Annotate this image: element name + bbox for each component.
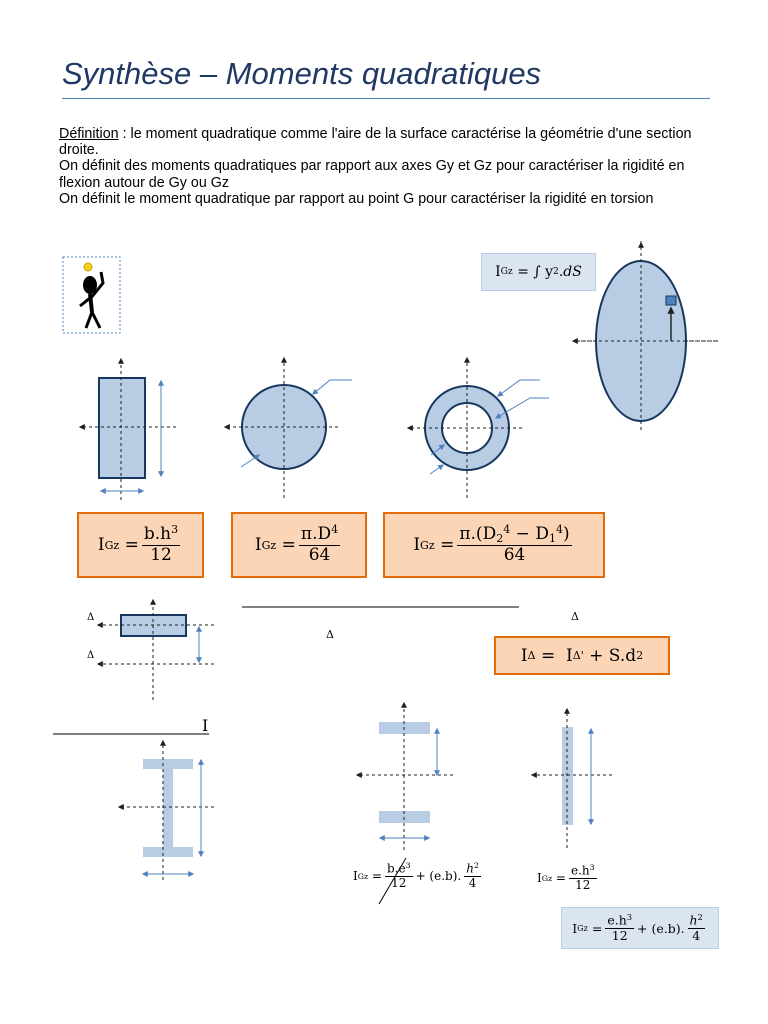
definition-text-1: : le moment quadratique comme l'aire de la surface caractérise la géométrie d'une section droite. xyxy=(59,126,692,159)
integral-formula: I Gz = ∫ y 2 .dS xyxy=(481,253,596,291)
i-marker: I xyxy=(202,716,209,735)
delta-label-mid: Δ xyxy=(326,628,334,641)
definition-label: Définition xyxy=(59,126,119,142)
huygens-diagram xyxy=(98,600,214,700)
huygens-formula: I Δ = I Δ' + S.d 2 xyxy=(494,636,670,675)
rectangle-inertia-formula: I Gz = $\frac{b.h^3}{12}$ xyxy=(77,512,204,578)
delta-label-right: Δ xyxy=(571,610,579,623)
disk-inertia-formula: I Gz = $\frac{\pi.D^4}{64}$ xyxy=(231,512,367,578)
delta-label-bottom: Δ xyxy=(87,650,95,661)
page-title: Synthèse – Moments quadratiques xyxy=(62,56,542,91)
tube-section xyxy=(408,358,549,498)
delta-label-top: Δ xyxy=(87,612,95,623)
thinking-figure-icon xyxy=(63,257,120,333)
ibeam-inertia-formula: I Gz = $\frac{e.h^3}{12}$ + (e.b). $\frac{h^2}{4}$ xyxy=(561,907,719,949)
web-section xyxy=(532,709,612,848)
definition-line-3: On définit le moment quadratique par rapport au point G pour caractériser la rigidité en torsion xyxy=(59,190,654,207)
ibeam-section xyxy=(119,741,214,880)
web-inertia-formula: I Gz = $\frac{e.h^3}{12}$ xyxy=(537,863,595,893)
flanges-inertia-formula: I Gz = $\frac{b.e^3}{12}$ + (e.b). $\frac{h^2}{4}$ xyxy=(353,861,479,891)
rectangle-section xyxy=(80,359,176,500)
definition-line-2: On définit des moments quadratiques par rapport aux axes Gy et Gz pour caractériser la rigidité en flexion autour de Gy ou Gz xyxy=(59,158,685,191)
disk-section xyxy=(225,358,352,498)
tube-inertia-formula: I Gz = $\frac{\pi.(D_2^4 - D_1^4)}{64}$ xyxy=(383,512,605,578)
